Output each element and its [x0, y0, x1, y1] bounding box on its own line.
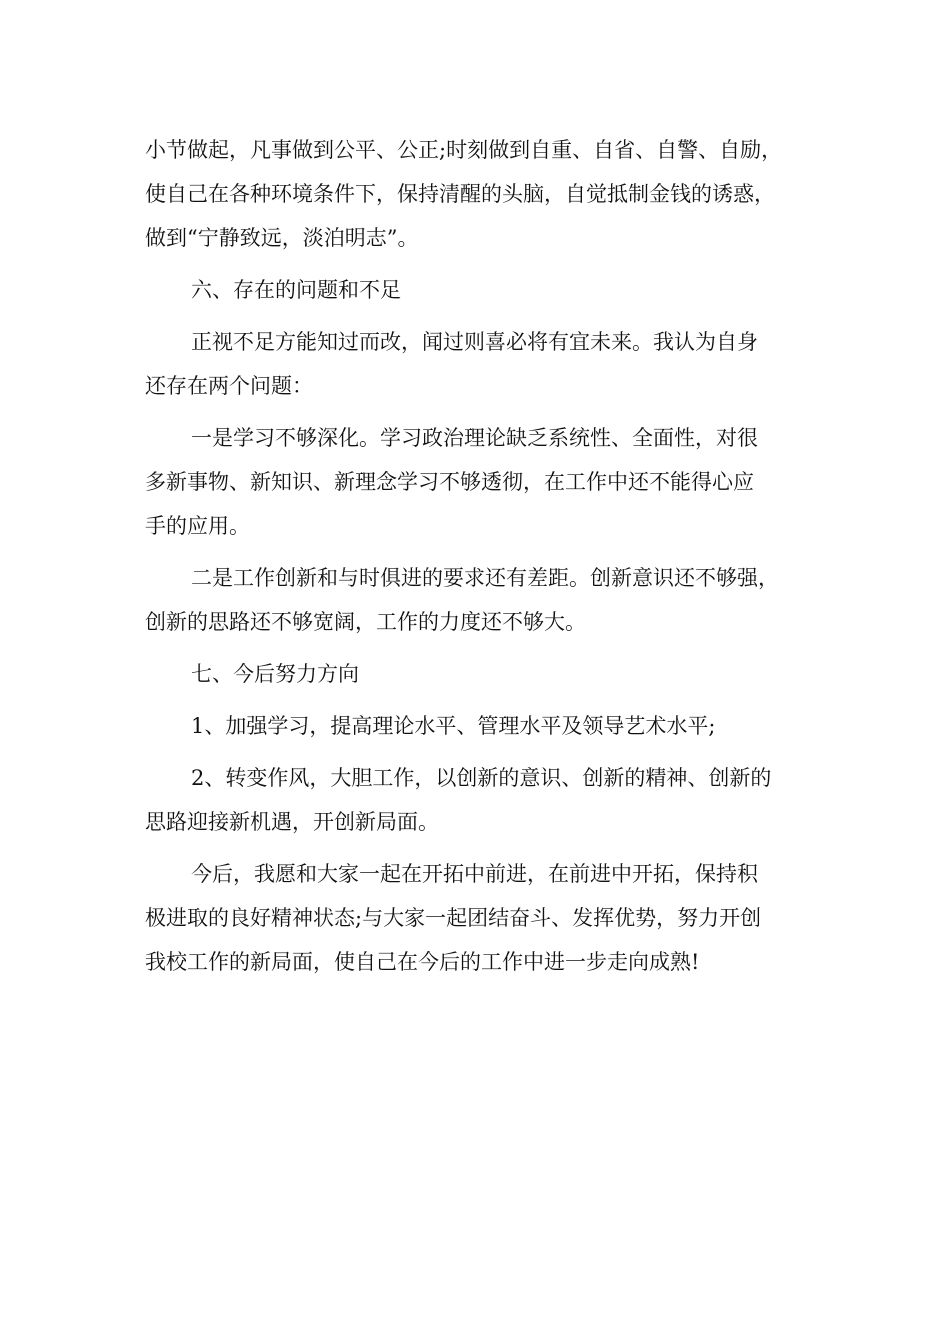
paragraph-1	[145, 128, 810, 260]
text-line: 创新的思路还不够宽阔，工作的力度还不够大。	[145, 610, 586, 634]
text-line: 正视不足方能知过而改，闻过则喜必将有宜未来。我认为自身	[191, 330, 758, 354]
text-line: 思路迎接新机遇，开创新局面。	[145, 810, 439, 834]
closing-paragraph	[145, 852, 810, 984]
text-line: 二是工作创新和与时俱进的要求还有差距。创新意识还不够强，	[191, 566, 779, 590]
paragraph-3	[145, 416, 810, 548]
text-line: 2、转变作风，大胆工作，以创新的意识、创新的精神、创新的	[191, 766, 772, 790]
text-line: 做到“宁静致远，淡泊明志”。	[145, 226, 419, 250]
text-line: 使自己在各种环境条件下，保持清醒的头脑，自觉抵制金钱的诱惑，	[145, 182, 775, 206]
section-heading-problems	[145, 268, 810, 312]
text-line: 还存在两个问题：	[145, 374, 313, 398]
text-line: 一是学习不够深化。学习政治理论缺乏系统性、全面性，对很	[191, 426, 758, 450]
list-item-1	[145, 704, 810, 748]
document-body	[145, 128, 810, 992]
paragraph-4	[145, 556, 810, 644]
text-line: 今后，我愿和大家一起在开拓中前进，在前进中开拓，保持积	[191, 862, 758, 886]
section-heading-future	[145, 652, 810, 696]
list-item-2	[145, 756, 810, 844]
text-line: 极进取的良好精神状态;与大家一起团结奋斗、发挥优势，努力开创	[145, 906, 762, 930]
text-line: 多新事物、新知识、新理念学习不够透彻，在工作中还不能得心应	[145, 470, 754, 494]
text-line: 我校工作的新局面，使自己在今后的工作中进一步走向成熟!	[145, 950, 700, 974]
text-line: 手的应用。	[145, 514, 250, 538]
text-line: 1、加强学习，提高理论水平、管理水平及领导艺术水平;	[191, 714, 716, 738]
heading-text: 六、存在的问题和不足	[191, 278, 401, 302]
heading-text: 七、今后努力方向	[191, 662, 359, 686]
paragraph-2	[145, 320, 810, 408]
text-line: 小节做起，凡事做到公平、公正;时刻做到自重、自省、自警、自励，	[145, 138, 783, 162]
